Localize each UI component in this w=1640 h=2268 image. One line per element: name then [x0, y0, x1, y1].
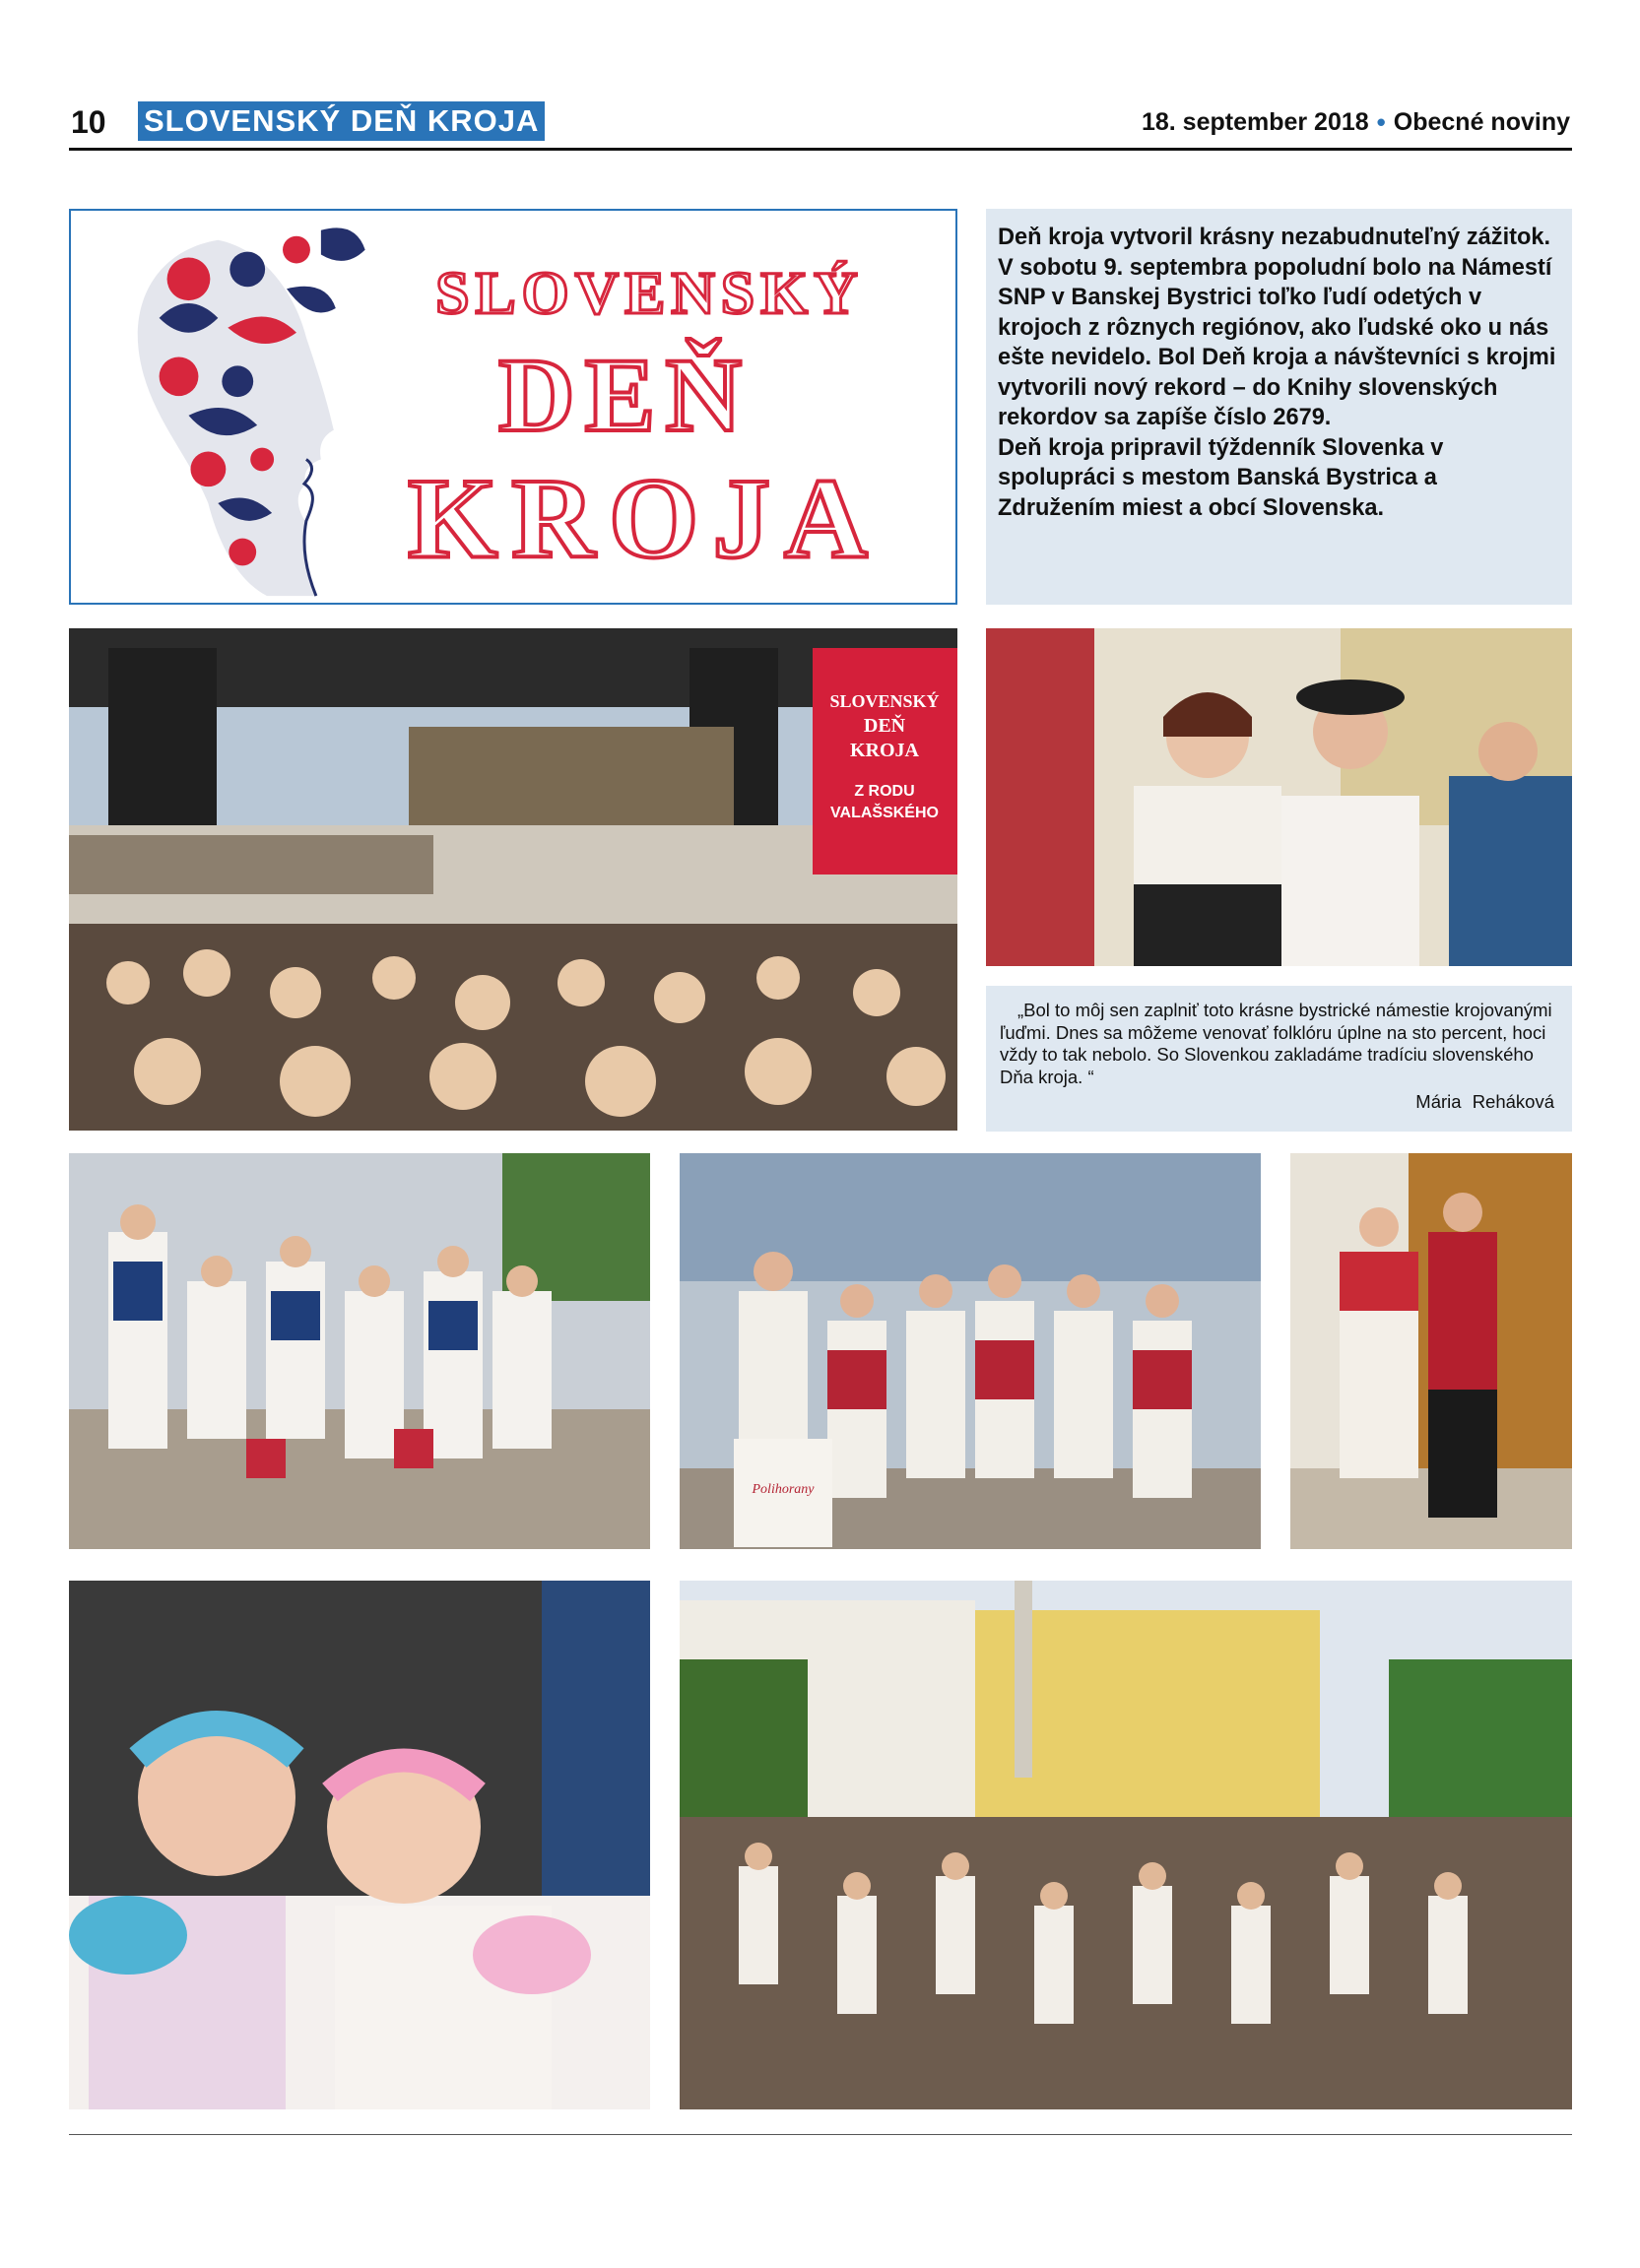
intro-text-box — [986, 209, 1572, 605]
event-logo — [69, 209, 957, 605]
banner-line4: Z RODU — [854, 783, 915, 800]
separator-dot: • — [1376, 107, 1386, 137]
page-number: 10 — [71, 104, 106, 140]
logo-line3: KROJA — [407, 455, 882, 583]
banner-line2: DEŇ — [863, 715, 906, 737]
intro-paragraph-1: Deň kroja vytvoril krásny nezabudnuteľný zážitok. V sobotu 9. septembra popoludní bolo na Námestí SNP v Banskej Bystrici toľko ľudí odetých v krojoch z rôznych regiónov, ako ľudské oko u nás ešte nevidelo. Bol Deň kroja a návštevníci s krojmi vytvorili nový rekord – do Knihy slovenských rekordov sa zapíše číslo 2679. — [998, 225, 1556, 430]
footer-rule — [69, 2134, 1572, 2135]
photo-group-costumes — [69, 1153, 650, 1549]
photo-couple-waving — [986, 628, 1572, 966]
logo-line2: DEŇ — [498, 337, 752, 454]
ornament-head-icon — [138, 227, 365, 596]
intro-paragraph-2: Deň kroja pripravil týždenník Slovenka v spolupráci s mestom Banská Bystrica a Združením miest a obcí Slovenska. — [998, 434, 1444, 521]
logo-artwork — [71, 211, 955, 603]
bag-inscription: Polihorany — [752, 1482, 815, 1497]
quote-text: „Bol to môj sen zaplniť toto krásne bystrické námestie krojovanými ľuďmi. Dnes sa môžeme venovať folklóru úplne na sto percent, hoci vždy to tak nebolo. So Slovenkou zakladáme tradíciu slovenského Dňa kroja. “ — [1000, 1000, 1552, 1087]
photo-couple-doorway — [1290, 1153, 1572, 1549]
photo-two-girls — [69, 1581, 650, 2109]
photo-stage-concert — [69, 628, 957, 1131]
logo-line1: SLOVENSKÝ — [435, 260, 864, 327]
quote-author: Mária Reháková — [1415, 1091, 1554, 1112]
section-title: SLOVENSKÝ DEŇ KROJA — [138, 101, 545, 141]
banner-line1: SLOVENSKÝ — [829, 691, 940, 711]
banner-line5: VALAŠSKÉHO — [830, 805, 939, 821]
photo-folk-group-square — [680, 1153, 1261, 1549]
quote-box — [986, 986, 1572, 1132]
publication-name: Obecné noviny — [1393, 108, 1570, 136]
issue-date: 18. september 2018 — [1141, 108, 1369, 136]
header-rule — [69, 148, 1572, 151]
banner-line3: KROJA — [850, 740, 919, 761]
photo-crowd-square — [680, 1581, 1572, 2109]
header-meta — [1142, 104, 1570, 140]
